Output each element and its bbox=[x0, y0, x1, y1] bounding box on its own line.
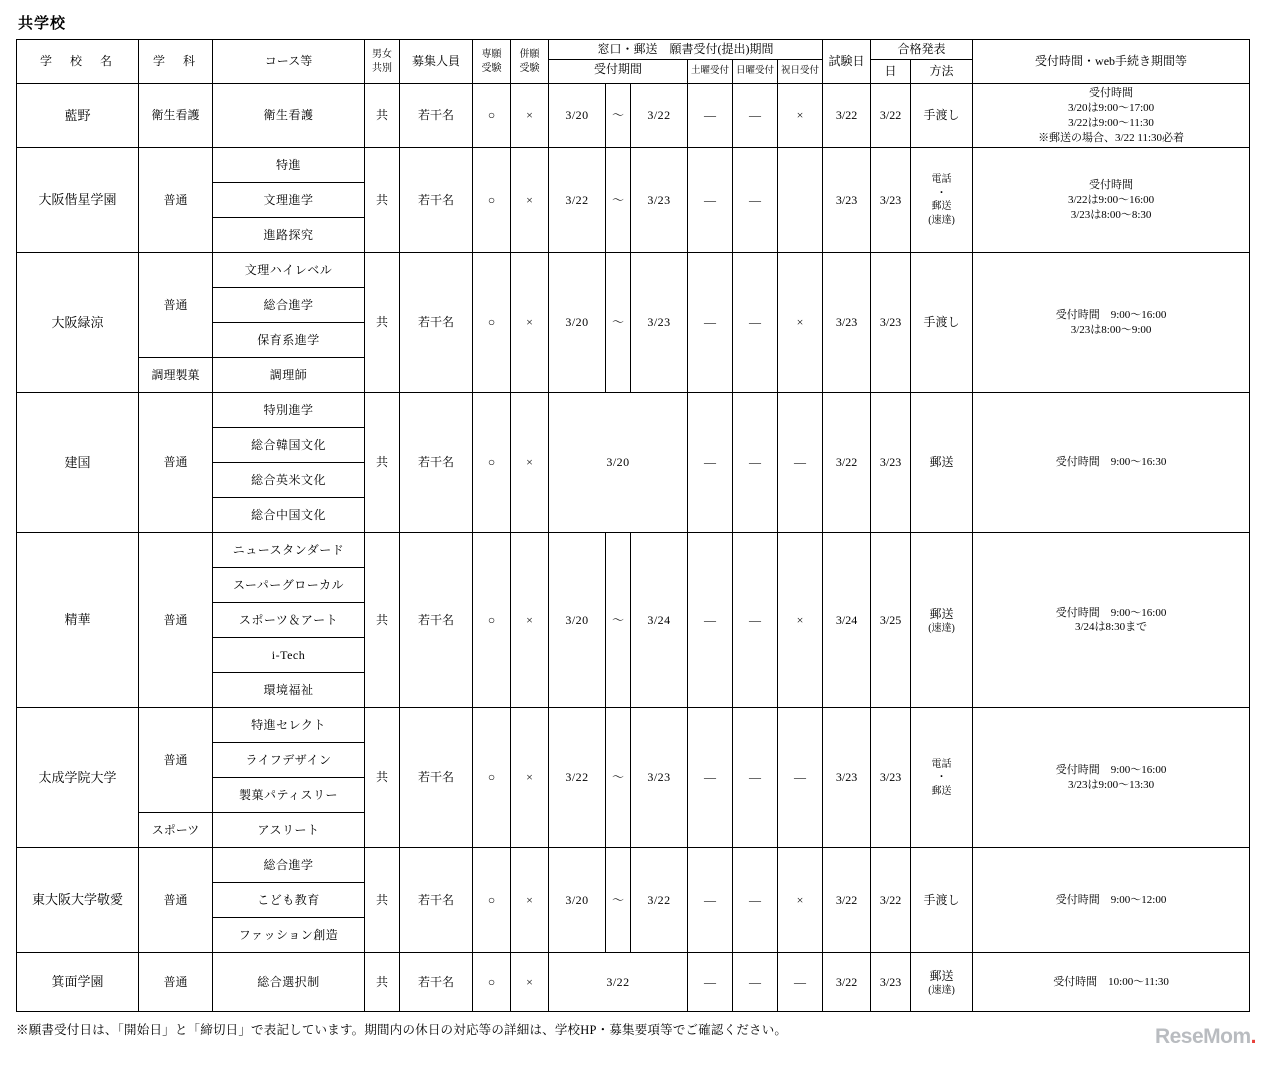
cell-period-start: 3/20 bbox=[549, 848, 606, 953]
cell-sengan: ○ bbox=[473, 708, 511, 848]
cell-saturday: — bbox=[688, 393, 733, 533]
header-department: 学 科 bbox=[139, 40, 213, 84]
cell-department: 普通 bbox=[139, 848, 213, 953]
cell-course: 保育系進学 bbox=[213, 323, 365, 358]
cell-course: 総合進学 bbox=[213, 848, 365, 883]
cell-sengan: ○ bbox=[473, 148, 511, 253]
cell-gender: 共 bbox=[365, 533, 400, 708]
cell-result-method: 電話 ・ 郵送 (速達) bbox=[911, 148, 973, 253]
cell-holiday bbox=[778, 148, 823, 253]
cell-course: 総合選択制 bbox=[213, 953, 365, 1012]
cell-gender: 共 bbox=[365, 953, 400, 1012]
cell-course: i-Tech bbox=[213, 638, 365, 673]
resemom-logo-text: ReseMom bbox=[1154, 1025, 1251, 1048]
header-sengan: 専願 受験 bbox=[473, 40, 511, 84]
cell-school: 太成学院大学 bbox=[17, 708, 139, 848]
cell-period-end: 3/23 bbox=[631, 148, 688, 253]
header-hours: 受付時間・web手続き期間等 bbox=[973, 40, 1250, 84]
cell-department: 普通 bbox=[139, 953, 213, 1012]
cell-period-end: 3/24 bbox=[631, 533, 688, 708]
cell-result-day: 3/23 bbox=[871, 708, 911, 848]
cell-sengan: ○ bbox=[473, 533, 511, 708]
cell-school: 建国 bbox=[17, 393, 139, 533]
cell-holiday: × bbox=[778, 533, 823, 708]
cell-exam-date: 3/23 bbox=[823, 253, 871, 393]
table-row bbox=[17, 708, 1250, 743]
cell-capacity: 若干名 bbox=[400, 848, 473, 953]
cell-period-start: 3/22 bbox=[549, 148, 606, 253]
cell-school: 大阪偕星学園 bbox=[17, 148, 139, 253]
cell-course: ニュースタンダード bbox=[213, 533, 365, 568]
cell-holiday: × bbox=[778, 848, 823, 953]
header-school: 学 校 名 bbox=[17, 40, 139, 84]
header-exam-date: 試験日 bbox=[823, 40, 871, 84]
cell-school: 箕面学園 bbox=[17, 953, 139, 1012]
page-title: 共学校 bbox=[18, 15, 67, 32]
cell-hours: 受付時間 10:00～11:30 bbox=[973, 953, 1250, 1012]
cell-result-method: 手渡し bbox=[911, 253, 973, 393]
cell-course: 総合韓国文化 bbox=[213, 428, 365, 463]
cell-exam-date: 3/23 bbox=[823, 708, 871, 848]
cell-course: こども教育 bbox=[213, 883, 365, 918]
cell-sunday: — bbox=[733, 148, 778, 253]
cell-department: 衛生看護 bbox=[139, 84, 213, 148]
cell-result-day: 3/23 bbox=[871, 953, 911, 1012]
cell-result-day: 3/25 bbox=[871, 533, 911, 708]
header-sunday: 日曜受付 bbox=[733, 60, 778, 84]
cell-hours: 受付時間 9:00～16:00 3/23は8:00～9:00 bbox=[973, 253, 1250, 393]
cell-result-day: 3/23 bbox=[871, 393, 911, 533]
cell-school: 東大阪大学敬愛 bbox=[17, 848, 139, 953]
cell-period-start: 3/20 bbox=[549, 533, 606, 708]
cell-course: スポーツ＆アート bbox=[213, 603, 365, 638]
header-holiday: 祝日受付 bbox=[778, 60, 823, 84]
cell-hours: 受付時間 3/20は9:00～17:00 3/22は9:00～11:30 ※郵送の場合、3/22 11:30必着 bbox=[973, 84, 1250, 148]
cell-course: 特別進学 bbox=[213, 393, 365, 428]
cell-course: アスリート bbox=[213, 813, 365, 848]
cell-capacity: 若干名 bbox=[400, 84, 473, 148]
cell-saturday: — bbox=[688, 953, 733, 1012]
cell-course: ファッション創造 bbox=[213, 918, 365, 953]
cell-course: 文理ハイレベル bbox=[213, 253, 365, 288]
cell-sunday: — bbox=[733, 393, 778, 533]
cell-gender: 共 bbox=[365, 253, 400, 393]
cell-course: 特進セレクト bbox=[213, 708, 365, 743]
header-saturday: 土曜受付 bbox=[688, 60, 733, 84]
cell-saturday: — bbox=[688, 148, 733, 253]
cell-exam-date: 3/22 bbox=[823, 953, 871, 1012]
cell-exam-date: 3/22 bbox=[823, 393, 871, 533]
cell-gender: 共 bbox=[365, 848, 400, 953]
cell-course: 特進 bbox=[213, 148, 365, 183]
cell-result-method: 電話 ・ 郵送 bbox=[911, 708, 973, 848]
cell-period-end: 3/22 bbox=[631, 848, 688, 953]
cell-holiday: — bbox=[778, 393, 823, 533]
header-result-method: 方法 bbox=[911, 60, 973, 84]
cell-department: 調理製菓 bbox=[139, 358, 213, 393]
cell-heigan: × bbox=[511, 848, 549, 953]
header-capacity: 募集人員 bbox=[400, 40, 473, 84]
cell-department: 普通 bbox=[139, 148, 213, 253]
cell-holiday: × bbox=[778, 253, 823, 393]
cell-saturday: — bbox=[688, 848, 733, 953]
cell-period-tilde: ～ bbox=[606, 84, 631, 148]
cell-gender: 共 bbox=[365, 393, 400, 533]
cell-period-end: 3/23 bbox=[631, 708, 688, 848]
header-application-group: 窓口・郵送 願書受付(提出)期間 bbox=[549, 40, 823, 60]
cell-hours: 受付時間 9:00～12:00 bbox=[973, 848, 1250, 953]
admissions-table bbox=[16, 39, 1250, 1012]
table-row bbox=[17, 148, 1250, 183]
cell-heigan: × bbox=[511, 84, 549, 148]
cell-capacity: 若干名 bbox=[400, 148, 473, 253]
cell-sengan: ○ bbox=[473, 253, 511, 393]
cell-school: 精華 bbox=[17, 533, 139, 708]
cell-heigan: × bbox=[511, 148, 549, 253]
cell-result-method: 郵送 (速達) bbox=[911, 533, 973, 708]
header-result-day: 日 bbox=[871, 60, 911, 84]
cell-result-day: 3/22 bbox=[871, 848, 911, 953]
table-row bbox=[17, 84, 1250, 148]
cell-holiday: — bbox=[778, 708, 823, 848]
cell-department: 普通 bbox=[139, 393, 213, 533]
cell-gender: 共 bbox=[365, 84, 400, 148]
cell-result-day: 3/23 bbox=[871, 253, 911, 393]
cell-heigan: × bbox=[511, 533, 549, 708]
cell-sengan: ○ bbox=[473, 953, 511, 1012]
cell-period-single: 3/22 bbox=[549, 953, 688, 1012]
table-row bbox=[17, 848, 1250, 883]
header-row-1 bbox=[17, 40, 1250, 60]
cell-gender: 共 bbox=[365, 148, 400, 253]
cell-exam-date: 3/22 bbox=[823, 84, 871, 148]
cell-capacity: 若干名 bbox=[400, 708, 473, 848]
cell-heigan: × bbox=[511, 393, 549, 533]
cell-period-end: 3/23 bbox=[631, 253, 688, 393]
cell-school: 大阪緑涼 bbox=[17, 253, 139, 393]
cell-sunday: — bbox=[733, 708, 778, 848]
header-course: コース等 bbox=[213, 40, 365, 84]
table-row bbox=[17, 533, 1250, 568]
cell-period-tilde: ～ bbox=[606, 148, 631, 253]
cell-result-method: 手渡し bbox=[911, 848, 973, 953]
cell-exam-date: 3/23 bbox=[823, 148, 871, 253]
header-result-group: 合格発表 bbox=[871, 40, 973, 60]
cell-sunday: — bbox=[733, 953, 778, 1012]
cell-course: 総合進学 bbox=[213, 288, 365, 323]
cell-holiday: — bbox=[778, 953, 823, 1012]
cell-result-method: 郵送 bbox=[911, 393, 973, 533]
cell-course: 衛生看護 bbox=[213, 84, 365, 148]
cell-saturday: — bbox=[688, 533, 733, 708]
cell-sunday: — bbox=[733, 253, 778, 393]
cell-capacity: 若干名 bbox=[400, 533, 473, 708]
cell-result-day: 3/23 bbox=[871, 148, 911, 253]
cell-sengan: ○ bbox=[473, 848, 511, 953]
cell-course: スーパーグローカル bbox=[213, 568, 365, 603]
cell-exam-date: 3/22 bbox=[823, 848, 871, 953]
cell-heigan: × bbox=[511, 253, 549, 393]
cell-period-single: 3/20 bbox=[549, 393, 688, 533]
table-header bbox=[17, 40, 1250, 84]
header-gender: 男女 共別 bbox=[365, 40, 400, 84]
header-reception-period: 受付期間 bbox=[549, 60, 688, 80]
cell-course: ライフデザイン bbox=[213, 743, 365, 778]
cell-department: 普通 bbox=[139, 253, 213, 358]
table-row bbox=[17, 953, 1250, 1012]
cell-period-tilde: ～ bbox=[606, 533, 631, 708]
cell-course: 製菓パティスリー bbox=[213, 778, 365, 813]
cell-hours: 受付時間 9:00～16:00 3/23は9:00～13:30 bbox=[973, 708, 1250, 848]
resemom-logo bbox=[1155, 1025, 1256, 1049]
cell-result-method: 郵送 (速達) bbox=[911, 953, 973, 1012]
cell-result-method: 手渡し bbox=[911, 84, 973, 148]
cell-period-tilde: ～ bbox=[606, 708, 631, 848]
cell-heigan: × bbox=[511, 708, 549, 848]
cell-period-start: 3/20 bbox=[549, 84, 606, 148]
footnote: ※願書受付日は、「開始日」と「締切日」で表記しています。期間内の休日の対応等の詳細は、学校HP・募集要項等でご確認ください。 bbox=[16, 1023, 788, 1038]
cell-gender: 共 bbox=[365, 708, 400, 848]
resemom-logo-dot: . bbox=[1250, 1025, 1256, 1048]
cell-period-end: 3/22 bbox=[631, 84, 688, 148]
cell-department: スポーツ bbox=[139, 813, 213, 848]
cell-heigan: × bbox=[511, 953, 549, 1012]
cell-course: 総合中国文化 bbox=[213, 498, 365, 533]
cell-capacity: 若干名 bbox=[400, 393, 473, 533]
cell-holiday: × bbox=[778, 84, 823, 148]
table-row bbox=[17, 253, 1250, 288]
cell-sengan: ○ bbox=[473, 84, 511, 148]
cell-saturday: — bbox=[688, 253, 733, 393]
cell-course: 文理進学 bbox=[213, 183, 365, 218]
cell-period-start: 3/20 bbox=[549, 253, 606, 393]
cell-saturday: — bbox=[688, 708, 733, 848]
table-body bbox=[17, 84, 1250, 1012]
cell-hours: 受付時間 3/22は9:00～16:00 3/23は8:00～8:30 bbox=[973, 148, 1250, 253]
cell-sengan: ○ bbox=[473, 393, 511, 533]
cell-sunday: — bbox=[733, 533, 778, 708]
cell-period-tilde: ～ bbox=[606, 848, 631, 953]
cell-period-start: 3/22 bbox=[549, 708, 606, 848]
cell-course: 環境福祉 bbox=[213, 673, 365, 708]
cell-course: 進路探究 bbox=[213, 218, 365, 253]
table-row bbox=[17, 393, 1250, 428]
cell-capacity: 若干名 bbox=[400, 953, 473, 1012]
cell-department: 普通 bbox=[139, 708, 213, 813]
cell-exam-date: 3/24 bbox=[823, 533, 871, 708]
cell-course: 調理師 bbox=[213, 358, 365, 393]
header-heigan: 併願 受験 bbox=[511, 40, 549, 84]
cell-capacity: 若干名 bbox=[400, 253, 473, 393]
cell-department: 普通 bbox=[139, 533, 213, 708]
cell-sunday: — bbox=[733, 848, 778, 953]
cell-hours: 受付時間 9:00～16:30 bbox=[973, 393, 1250, 533]
cell-result-day: 3/22 bbox=[871, 84, 911, 148]
cell-saturday: — bbox=[688, 84, 733, 148]
cell-sunday: — bbox=[733, 84, 778, 148]
cell-period-tilde: ～ bbox=[606, 253, 631, 393]
cell-hours: 受付時間 9:00～16:00 3/24は8:30まで bbox=[973, 533, 1250, 708]
cell-school: 藍野 bbox=[17, 84, 139, 148]
cell-course: 総合英米文化 bbox=[213, 463, 365, 498]
